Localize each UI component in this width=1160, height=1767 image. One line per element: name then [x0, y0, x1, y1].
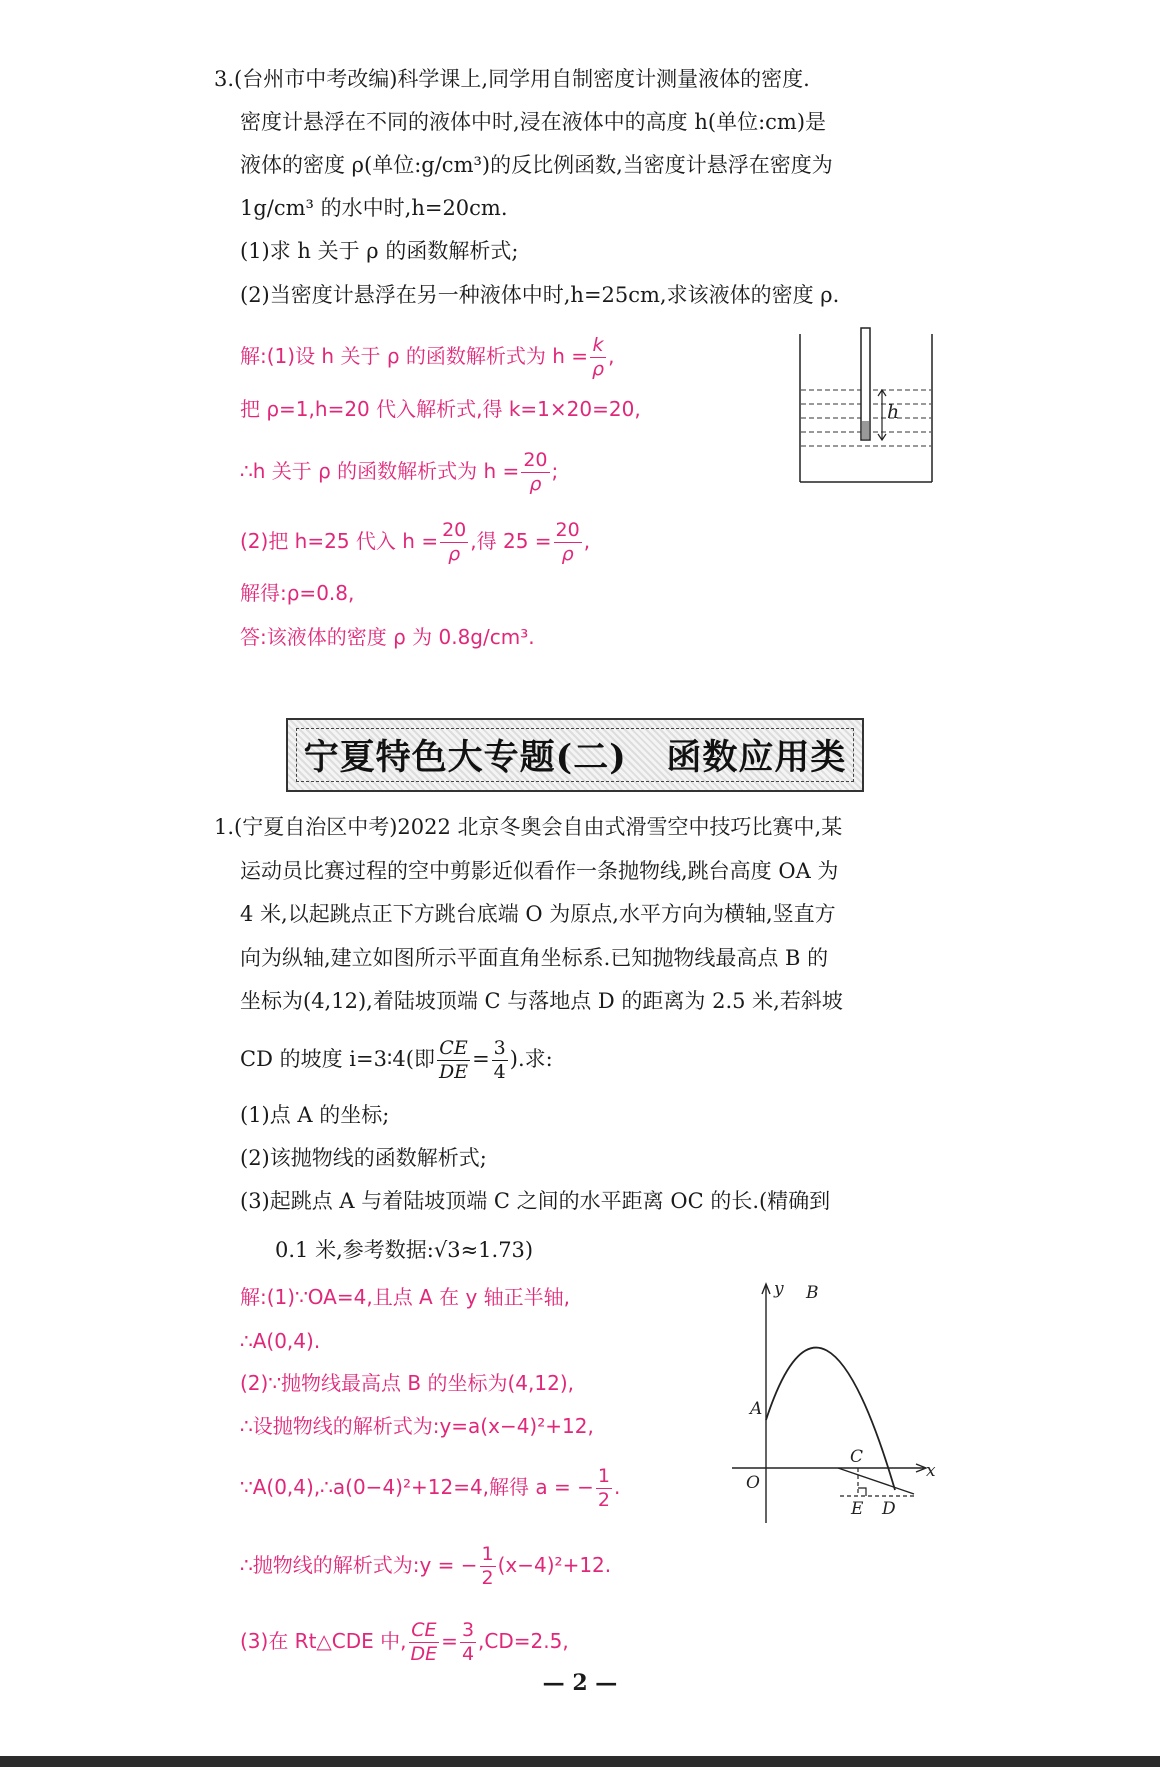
height-label: h [887, 401, 900, 423]
solution-line: ∴A(0,4). [240, 1329, 321, 1353]
solution-line: 答:该液体的密度 ρ 为 0.8g/cm³. [240, 625, 535, 649]
fraction: $\frac{CE}{DE}$ [438, 1037, 469, 1083]
solution-line: ∴抛物线的解析式为:y = − $\frac{1}{2}$ (x−4)²+12. [240, 1543, 612, 1589]
point-c-label: C [850, 1447, 864, 1467]
solution-line: 解得:ρ=0.8, [240, 581, 355, 605]
slope-construction [838, 1468, 914, 1496]
sub-question: (1)求 h 关于 ρ 的函数解析式; [240, 239, 519, 263]
fraction: $\frac{3}{4}$ [461, 1619, 475, 1665]
solution-line: (2)把 h=25 代入 h = $\frac{20}{\rho}$ ,得 25 = $\frac{20}{\rho}$ , [240, 519, 591, 565]
sub-question: (3)起跳点 A 与着陆坡顶端 C 之间的水平距离 OC 的长.(精确到 [240, 1189, 831, 1213]
problem-text-line: 运动员比赛过程的空中剪影近似看作一条抛物线,跳台高度 OA 为 [240, 859, 839, 883]
section-banner [286, 718, 864, 792]
point-d-label: D [882, 1499, 896, 1519]
point-e-label: E [851, 1499, 864, 1519]
problem-text-line: 3.(台州市中考改编)科学课上,同学用自制密度计测量液体的密度. [214, 67, 810, 91]
x-axis-label: x [926, 1461, 936, 1481]
problem-text-line: 1.(宁夏自治区中考)2022 北京冬奥会自由式滑雪空中技巧比赛中,某 [214, 815, 843, 839]
solution-line: (2)∵抛物线最高点 B 的坐标为(4,12), [240, 1371, 574, 1395]
problem-text-line: 1g/cm³ 的水中时,h=20cm. [240, 196, 508, 220]
hydrometer-figure [796, 326, 936, 486]
fraction: $\frac{1}{2}$ [481, 1543, 494, 1589]
fraction: $\frac{1}{2}$ [597, 1465, 610, 1511]
parabola-figure [728, 1278, 940, 1528]
solution-line: 解:(1)∵OA=4,且点 A 在 y 轴正半轴, [240, 1285, 571, 1309]
banner-title: 宁夏特色大专题(二) 函数应用类 [303, 737, 847, 778]
fraction: $\frac{20}{\rho}$ [555, 519, 580, 565]
solution-line: (3)在 Rt△CDE 中, $\frac{CE}{DE}$ = $\frac{3}{4}$ ,CD=2.5, [240, 1619, 569, 1665]
sub-question: (2)当密度计悬浮在另一种液体中时,h=25cm,求该液体的密度 ρ. [240, 283, 840, 307]
problem-text-line: 4 米,以起跳点正下方跳台底端 O 为原点,水平方向为横轴,竖直方 [240, 902, 836, 926]
solution-line: 把 ρ=1,h=20 代入解析式,得 k=1×20=20, [240, 397, 641, 421]
sub-question: (2)该抛物线的函数解析式; [240, 1146, 487, 1170]
fraction: $\frac{k}{\rho}$ [592, 334, 605, 380]
problem-text-line: 坐标为(4,12),着陆坡顶端 C 与落地点 D 的距离为 2.5 米,若斜坡 [240, 989, 843, 1013]
solution-line: 解:(1)设 h 关于 ρ 的函数解析式为 h = $\frac{k}{\rho}$ , [240, 334, 615, 380]
problem-text-line: CD 的坡度 i=3∶4(即 $\frac{CE}{DE}$ = $\frac{3}{4}$ ).求: [240, 1037, 553, 1083]
problem-text-line: 液体的密度 ρ(单位:g/cm³)的反比例函数,当密度计悬浮在密度为 [240, 153, 833, 177]
problem-text-line: 向为纵轴,建立如图所示平面直角坐标系.已知抛物线最高点 B 的 [240, 946, 829, 970]
y-axis-label: y [774, 1279, 784, 1299]
fraction: $\frac{20}{\rho}$ [442, 519, 467, 565]
solution-line: ∴h 关于 ρ 的函数解析式为 h = $\frac{20}{\rho}$ ; [240, 449, 559, 495]
hydrometer [861, 328, 870, 440]
solution-line: ∴设抛物线的解析式为:y=a(x−4)²+12, [240, 1414, 594, 1438]
sub-question: (1)点 A 的坐标; [240, 1103, 390, 1127]
problem-text-line: 密度计悬浮在不同的液体中时,浸在液体中的高度 h(单位:cm)是 [240, 110, 827, 134]
sub-question: 0.1 米,参考数据:√3≈1.73) [275, 1238, 534, 1262]
page-number: — 2 — [542, 1670, 618, 1696]
bottom-bar [0, 1756, 1160, 1767]
origin-label: O [746, 1473, 760, 1493]
fraction: $\frac{20}{\rho}$ [523, 449, 548, 495]
point-b-label: B [806, 1283, 819, 1303]
point-a-label: A [750, 1399, 763, 1419]
fraction: $\frac{3}{4}$ [493, 1037, 506, 1083]
solution-line: ∵A(0,4),∴a(0−4)²+12=4,解得 a = − $\frac{1}{2}$ . [240, 1465, 621, 1511]
fraction: $\frac{CE}{DE}$ [410, 1619, 438, 1665]
